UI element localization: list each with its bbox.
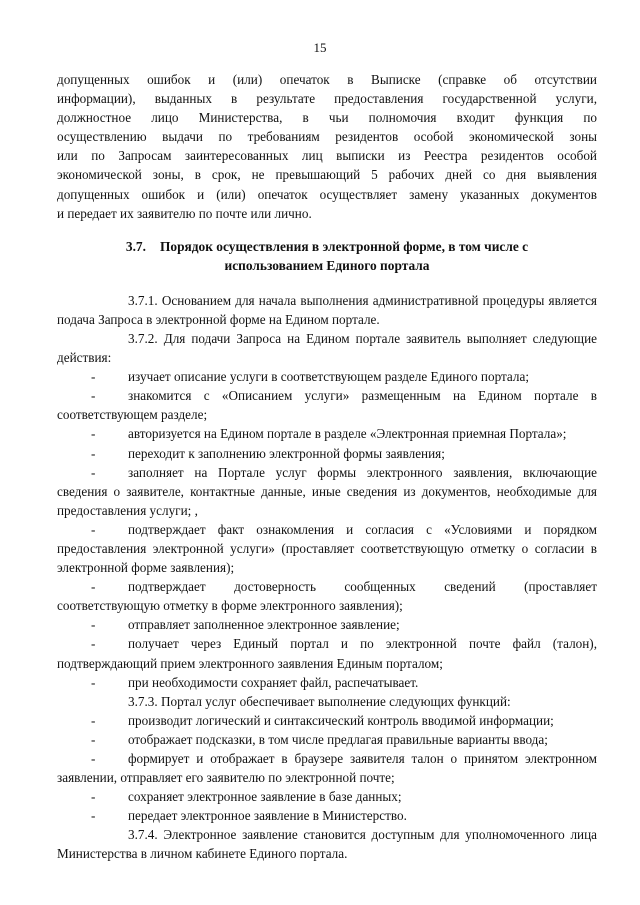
dash-bullet: - (91, 521, 96, 537)
list-item (57, 806, 597, 825)
list-item (57, 444, 597, 463)
list-item-text: производит логический и синтаксический контроль вводимой информации; (128, 712, 554, 728)
list-item-text: отображает подсказки, в том числе предлагая правильные варианты ввода; (128, 731, 548, 747)
paragraph-3-7-2: 3.7.2. Для подачи Запроса на Едином портале заявитель выполняет следующие действия: (57, 330, 597, 366)
list-item-text: получает через Единый портал и по электронной почте файл (талон), подтверждающий прием электронного заявления Единым порталом; (57, 636, 597, 671)
intro-paragraph (57, 70, 597, 223)
intro-line: должностное лицо Министерства, в чьи полномочия входит функция по (57, 110, 597, 126)
list-item-text: формирует и отображает в браузере заявителя талон о принятом электронном заявлении, отправляет его заявителю по электронной почте; (57, 751, 597, 786)
list-item (57, 577, 597, 615)
dash-bullet: - (91, 369, 96, 385)
dash-bullet: - (91, 579, 96, 595)
dash-bullet: - (91, 445, 96, 461)
list-item-text: сохраняет электронное заявление в базе данных; (128, 789, 402, 805)
dash-bullet: - (91, 731, 96, 747)
list-item-text: отправляет заполненное электронное заявление; (128, 617, 400, 633)
list-item (57, 520, 597, 577)
dash-bullet: - (91, 426, 96, 442)
list-item (57, 787, 597, 806)
intro-line: осуществлению выдачи по требованиям резидентов особой экономической зоны (57, 129, 597, 145)
intro-line: и передает их заявителю по почте или лично. (57, 205, 312, 221)
list-item (57, 367, 597, 386)
section-title-line2: использованием Единого портала (224, 257, 430, 273)
list-item (57, 615, 597, 634)
intro-line: экономической зоны, в срок, не превышающий 5 рабочих дней со дня выявления (57, 167, 597, 183)
list-item-text: изучает описание услуги в соответствующем разделе Единого портала; (128, 369, 529, 385)
list-item-text: заполняет на Портале услуг формы электронного заявления, включающие сведения о заявителе, контактные данные, иные сведения из документов, необходимые для предоставления услуги; , (57, 464, 597, 518)
list-item-text: при необходимости сохраняет файл, распечатывает. (128, 674, 419, 690)
dash-bullet: - (91, 674, 96, 690)
section-number: 3.7. (125, 238, 146, 254)
dash-bullet: - (91, 751, 96, 766)
page-number: 15 (313, 40, 327, 55)
functions-list (57, 711, 597, 826)
paragraph-3-7-4: 3.7.4. Электронное заявление становится доступным для уполномоченного лица Министерства в личном кабинете Единого портала. (57, 827, 597, 862)
list-item (57, 711, 597, 730)
list-item (57, 424, 597, 443)
list-item (57, 463, 597, 520)
list-item-text: подтверждает факт ознакомления и согласия с «Условиями и порядком предоставления электронной услуги» (проставляет соответствующую отметку о согласии в электронной форме заявления); (57, 521, 597, 576)
dash-bullet: - (91, 388, 96, 404)
section-heading (57, 237, 597, 275)
list-item (57, 386, 597, 424)
dash-bullet: - (91, 789, 96, 805)
document-body (57, 70, 597, 864)
list-item (57, 673, 597, 692)
list-item-text: знакомится с «Описанием услуги» размещенным на Едином портале в соответствующем разделе; (57, 388, 597, 423)
list-item-text: подтверждает достоверность сообщенных сведений (проставляет соответствующую отметку в форме электронного заявления); (57, 579, 597, 614)
list-item-text: передает электронное заявление в Министерство. (128, 808, 407, 824)
paragraph-3-7-1: 3.7.1. Основанием для начала выполнения административной процедуры является подача Запроса в электронной форме на Едином портале. (57, 292, 597, 327)
dash-bullet: - (91, 808, 96, 824)
paragraph-3-7-3: 3.7.3. Портал услуг обеспечивает выполнение следующих функций: (128, 693, 511, 709)
intro-line: допущенных ошибок и (или) опечаток в Выписке (справке об отсутствии (57, 72, 597, 87)
dash-bullet: - (91, 636, 96, 652)
list-item-text: переходит к заполнению электронной формы заявления; (128, 445, 445, 461)
list-item-text: авторизуется на Едином портале в разделе «Электронная приемная Портала»; (128, 426, 567, 442)
list-item (57, 730, 597, 749)
section-title-line1: Порядок осуществления в электронной форме, в том числе с (159, 238, 529, 254)
dash-bullet: - (91, 464, 96, 480)
intro-line: или по Запросам заинтересованных лиц выписки из Реестра резидентов особой (57, 148, 597, 164)
intro-line: информации), выданных в результате предоставления государственной услуги, (57, 91, 597, 107)
list-item (57, 749, 597, 787)
list-item (57, 634, 597, 672)
actions-list (57, 367, 597, 692)
dash-bullet: - (91, 712, 96, 728)
dash-bullet: - (91, 617, 96, 633)
intro-line: допущенных ошибок и (или) опечаток осуществляет замену указанных документов (57, 186, 597, 202)
